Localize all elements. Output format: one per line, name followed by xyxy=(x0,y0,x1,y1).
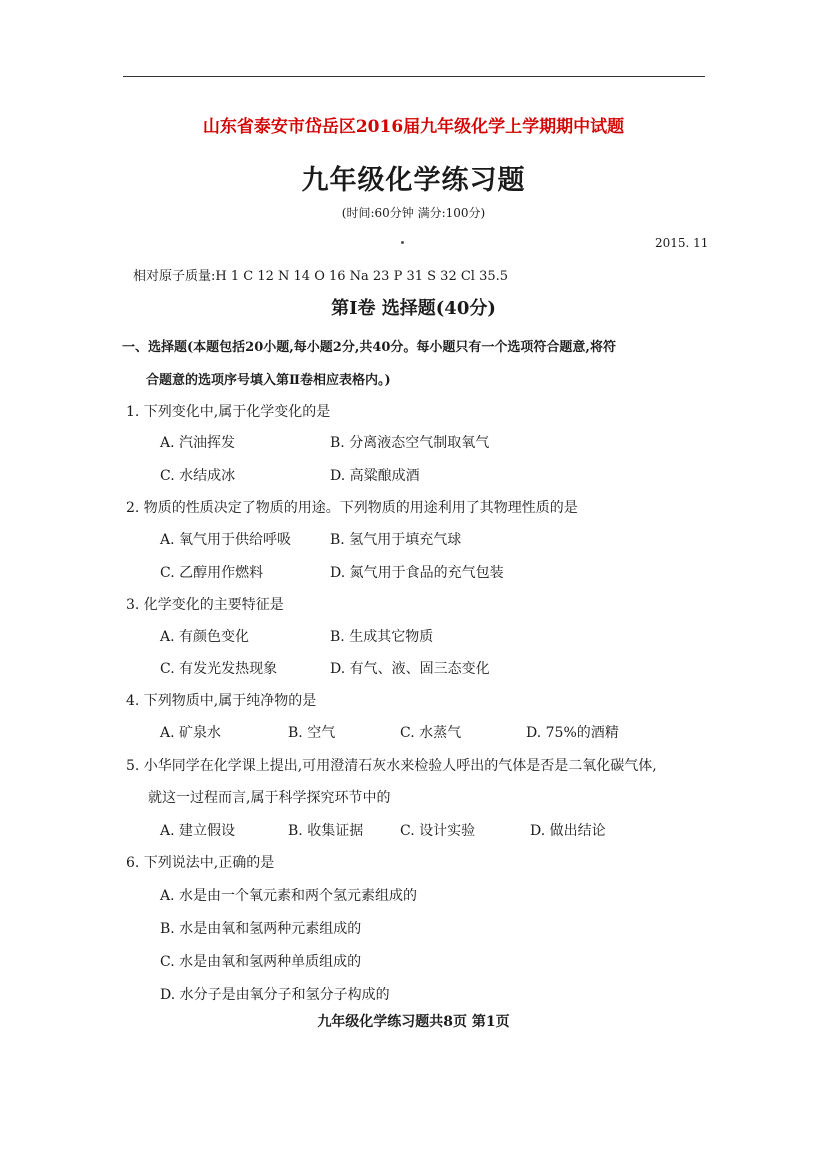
question-1-option-b: B. 分离液态空气制取氧气 xyxy=(330,435,490,451)
question-5-option-c: C. 设计实验 xyxy=(400,823,476,839)
question-3-option-a: A. 有颜色变化 xyxy=(160,629,250,645)
question-5-stem: 5. 小华同学在化学课上提出,可用澄清石灰水来检验人呼出的气体是否是二氧化碳气体, xyxy=(126,758,657,774)
question-1-option-c: C. 水结成冰 xyxy=(160,468,236,484)
page-footer: 九年级化学练习题共8页 第1页 xyxy=(317,1014,510,1030)
question-3-option-d: D. 有气、液、固三态变化 xyxy=(330,661,490,677)
question-2-option-a: A. 氧气用于供给呼吸 xyxy=(160,532,292,548)
exam-time-score: (时间:60分钟 满分:100分) xyxy=(341,206,486,220)
question-2-option-b: B. 氢气用于填充气球 xyxy=(330,532,462,548)
question-5-option-a: A. 建立假设 xyxy=(160,823,236,839)
question-6-option-d: D. 水分子是由氧分子和氢分子构成的 xyxy=(160,987,390,1003)
question-3-option-b: B. 生成其它物质 xyxy=(330,629,434,645)
question-1-option-a: A. 汽油挥发 xyxy=(160,435,236,451)
question-4-stem: 4. 下列物质中,属于纯净物的是 xyxy=(126,693,317,709)
scan-speck xyxy=(401,241,404,244)
question-2-stem: 2. 物质的性质决定了物质的用途。下列物质的用途利用了其物理性质的是 xyxy=(126,500,578,516)
question-6-option-a: A. 水是由一个氧元素和两个氢元素组成的 xyxy=(160,888,418,904)
question-2-option-d: D. 氮气用于食品的充气包装 xyxy=(330,565,504,581)
instructions-line-2: 合题意的选项序号填入第Ⅱ卷相应表格内。) xyxy=(146,373,391,388)
exam-date: 2015. 11 xyxy=(655,236,709,250)
section-title: 第Ⅰ卷 选择题(40分) xyxy=(331,298,496,319)
question-4-option-b: B. 空气 xyxy=(288,725,336,741)
header-rule xyxy=(123,76,705,77)
question-1-stem: 1. 下列变化中,属于化学变化的是 xyxy=(126,404,331,420)
question-4-option-a: A. 矿泉水 xyxy=(160,725,222,741)
instructions-line-1: 一、选择题(本题包括20小题,每小题2分,共40分。每小题只有一个选项符合题意,将符 xyxy=(122,340,616,355)
question-4-option-d: D. 75%的酒精 xyxy=(526,725,619,741)
page-title: 九年级化学练习题 xyxy=(301,165,526,196)
question-5-option-b: B. 收集证据 xyxy=(288,823,364,839)
question-3-stem: 3. 化学变化的主要特征是 xyxy=(126,597,284,613)
question-6-option-b: B. 水是由氧和氢两种元素组成的 xyxy=(160,921,362,937)
question-6-option-c: C. 水是由氧和氢两种单质组成的 xyxy=(160,954,362,970)
question-1-option-d: D. 高粱酿成酒 xyxy=(330,468,420,484)
red-title: 山东省泰安市岱岳区2016届九年级化学上学期期中试题 xyxy=(202,117,625,137)
question-3-option-c: C. 有发光发热现象 xyxy=(160,661,278,677)
question-4-option-c: C. 水蒸气 xyxy=(400,725,462,741)
question-5-option-d: D. 做出结论 xyxy=(530,823,606,839)
question-2-option-c: C. 乙醇用作燃料 xyxy=(160,565,264,581)
question-6-stem: 6. 下列说法中,正确的是 xyxy=(126,855,275,871)
atomic-masses: 相对原子质量:H 1 C 12 N 14 O 16 Na 23 P 31 S 32 Cl 35.5 xyxy=(133,269,509,284)
question-5-stem-line-2: 就这一过程而言,属于科学探究环节中的 xyxy=(148,790,391,806)
